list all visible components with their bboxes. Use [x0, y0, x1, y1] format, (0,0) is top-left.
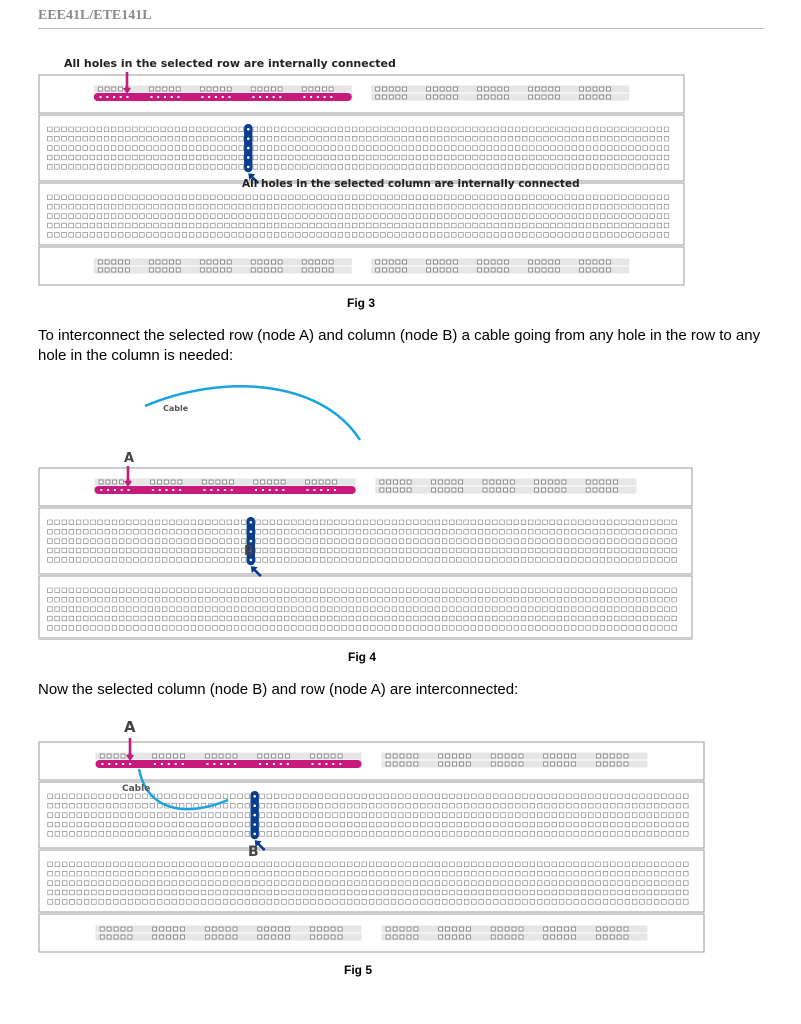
highlighted-column-hole — [253, 795, 256, 798]
highlighted-column-hole — [253, 804, 256, 807]
column-annotation: All holes in the selected column are internally connected — [242, 178, 580, 190]
highlighted-column-hole — [247, 166, 250, 169]
node-a-label: A — [124, 718, 136, 736]
highlighted-column-hole — [253, 814, 256, 817]
interconnected-result-paragraph: Now the selected column (node B) and row (node A) are interconnected: — [38, 681, 519, 698]
course-code-header: EEE41L/ETE141L — [38, 8, 152, 23]
highlighted-column-hole — [247, 128, 250, 131]
cable-label: Cable — [163, 404, 189, 413]
highlighted-column-hole — [250, 540, 253, 543]
node-b-label: B — [244, 544, 254, 559]
fig4-breadboard-diagram — [0, 380, 801, 640]
bottom-power-rail-panel — [39, 914, 704, 952]
highlighted-column-hole — [253, 833, 256, 836]
interconnect-instruction-paragraph: To interconnect the selected row (node A) and column (node B) a cable going from any hole in the row to any hole in the column is needed: — [38, 327, 761, 364]
highlighted-column-hole — [250, 521, 253, 524]
fig5-caption: Fig 5 — [344, 963, 373, 977]
fig5-breadboard-diagram — [0, 712, 801, 967]
highlighted-column-hole — [250, 530, 253, 533]
fig3-caption: Fig 3 — [347, 296, 376, 310]
row-annotation: All holes in the selected row are internally connected — [64, 57, 396, 70]
highlighted-column-hole — [247, 156, 250, 159]
cable-label: Cable — [122, 784, 151, 794]
cable-wire — [145, 386, 360, 440]
fig3-breadboard-diagram — [0, 50, 801, 295]
highlighted-column-hole — [253, 823, 256, 826]
bottom-power-rail-panel — [39, 247, 684, 285]
highlighted-column-hole — [247, 137, 250, 140]
header-divider — [38, 28, 764, 29]
node-a-label: A — [124, 451, 135, 466]
node-b-label: B — [248, 844, 259, 860]
highlighted-column-hole — [247, 147, 250, 150]
fig4-caption: Fig 4 — [348, 650, 377, 664]
